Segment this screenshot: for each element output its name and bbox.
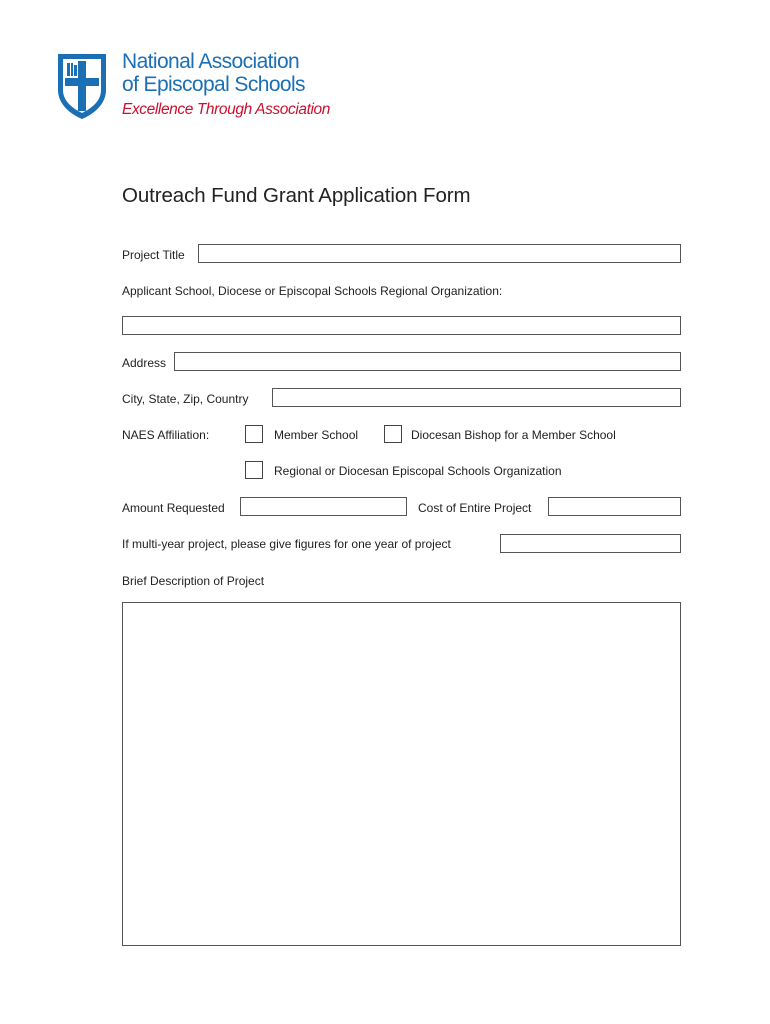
- description-textarea[interactable]: [122, 602, 681, 946]
- applicant-input[interactable]: [122, 316, 681, 335]
- diocesan-bishop-checkbox[interactable]: [384, 425, 402, 443]
- shield-book-cross-icon: [56, 52, 108, 120]
- cost-entire-project-label: Cost of Entire Project: [418, 501, 532, 515]
- address-input[interactable]: [174, 352, 681, 371]
- project-title-label: Project Title: [122, 248, 185, 262]
- amount-requested-input[interactable]: [240, 497, 407, 516]
- logo-name-line1: National Association: [122, 50, 300, 73]
- city-input[interactable]: [272, 388, 681, 407]
- diocesan-bishop-label: Diocesan Bishop for a Member School: [411, 428, 616, 442]
- city-label: City, State, Zip, Country: [122, 392, 249, 406]
- regional-organization-label: Regional or Diocesan Episcopal Schools Organization: [274, 464, 562, 478]
- amount-requested-label: Amount Requested: [122, 501, 225, 515]
- multiyear-label: If multi-year project, please give figures for one year of project: [122, 537, 451, 551]
- logo-tagline: Excellence Through Association: [122, 101, 330, 118]
- logo-name-line2: of Episcopal Schools: [122, 73, 305, 96]
- naes-logo: [56, 50, 356, 130]
- applicant-label: Applicant School, Diocese or Episcopal Schools Regional Organization:: [122, 284, 503, 298]
- page-title: Outreach Fund Grant Application Form: [122, 184, 471, 207]
- project-title-input[interactable]: [198, 244, 681, 263]
- affiliation-label: NAES Affiliation:: [122, 428, 210, 442]
- description-label: Brief Description of Project: [122, 574, 265, 588]
- member-school-label: Member School: [274, 428, 359, 442]
- multiyear-input[interactable]: [500, 534, 681, 553]
- regional-organization-checkbox[interactable]: [245, 461, 263, 479]
- member-school-checkbox[interactable]: [245, 425, 263, 443]
- cost-entire-project-input[interactable]: [548, 497, 681, 516]
- address-label: Address: [122, 356, 167, 370]
